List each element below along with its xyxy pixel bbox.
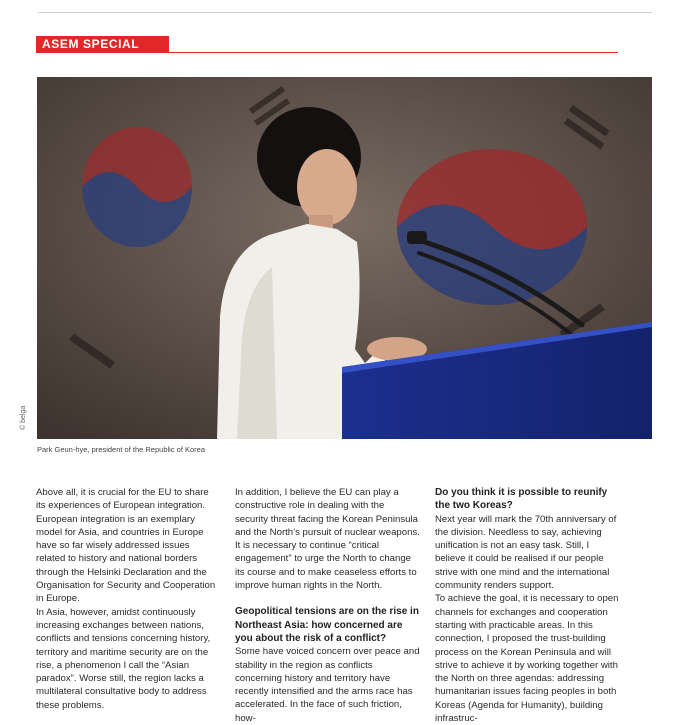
photo-credit: © belga — [20, 405, 27, 430]
paragraph: Next year will mark the 70th anniversary of the division. Needless to say, achieving unification is not an easy task. Still, I believe it could be realised if our people strive with one mind and the international community renders support. — [435, 513, 617, 592]
speaker-face — [297, 149, 357, 225]
article-column-2 — [235, 486, 420, 725]
paragraph: In Asia, however, amidst continuously increasing exchanges between nations, conflicts and tensions concerning history, territory and maritime security are on the rise, a phenomenon I call the “Asian paradox”. Worse still, the region lacks a multilateral consultative body to address these problems. — [36, 606, 211, 711]
paragraph: Above all, it is crucial for the EU to share its experiences of European integration. European integration is an exemplary model for Asia, and countries in Europe have so far wisely addressed issues related to history and national borders through the Helsinki Declaration and the Organisation for Security and Cooperation in Europe. — [36, 487, 216, 605]
flag-emblem-left — [82, 127, 192, 247]
article-photo — [37, 77, 652, 439]
flag-emblem-right — [397, 149, 587, 305]
interview-question: Do you think it is possible to reunify the two Koreas? — [435, 487, 608, 512]
paragraph: To achieve the goal, it is necessary to open channels for exchanges and cooperation starting with practicable areas. In this connection, I proposed the trust-building process on the Korean Peninsula and will strive to achieve it by working together with the North on three agendas: addressing humanitarian issues facing peoples in both Koreas (Agenda for Humanity), building infrastruc- — [435, 593, 619, 725]
photo-caption: Park Geun-hye, president of the Republic of Korea — [37, 445, 206, 454]
interview-question: Geopolitical tensions are on the rise in Northeast Asia: how concerned are you about the risk of a conflict? — [235, 606, 419, 644]
paragraph: Some have voiced concern over peace and stability in the region as conflicts concerning history and territory have recently intensified and the arms race has accelerated. In the face of such friction, how- — [235, 646, 420, 724]
paragraph: In addition, I believe the EU can play a constructive role in dealing with the security threat facing the Korean Peninsula and the North’s pursuit of nuclear weapons. It is necessary to continue “critical engagement” to urge the North to change its course and to make ceaseless efforts to improve human rights in the North. — [235, 487, 420, 592]
article-column-1 — [36, 486, 219, 712]
section-rule — [169, 52, 618, 53]
article-column-3 — [435, 486, 619, 725]
section-tag: ASEM SPECIAL — [36, 36, 169, 53]
top-rule — [38, 12, 652, 13]
speaker-illustration — [37, 77, 652, 439]
